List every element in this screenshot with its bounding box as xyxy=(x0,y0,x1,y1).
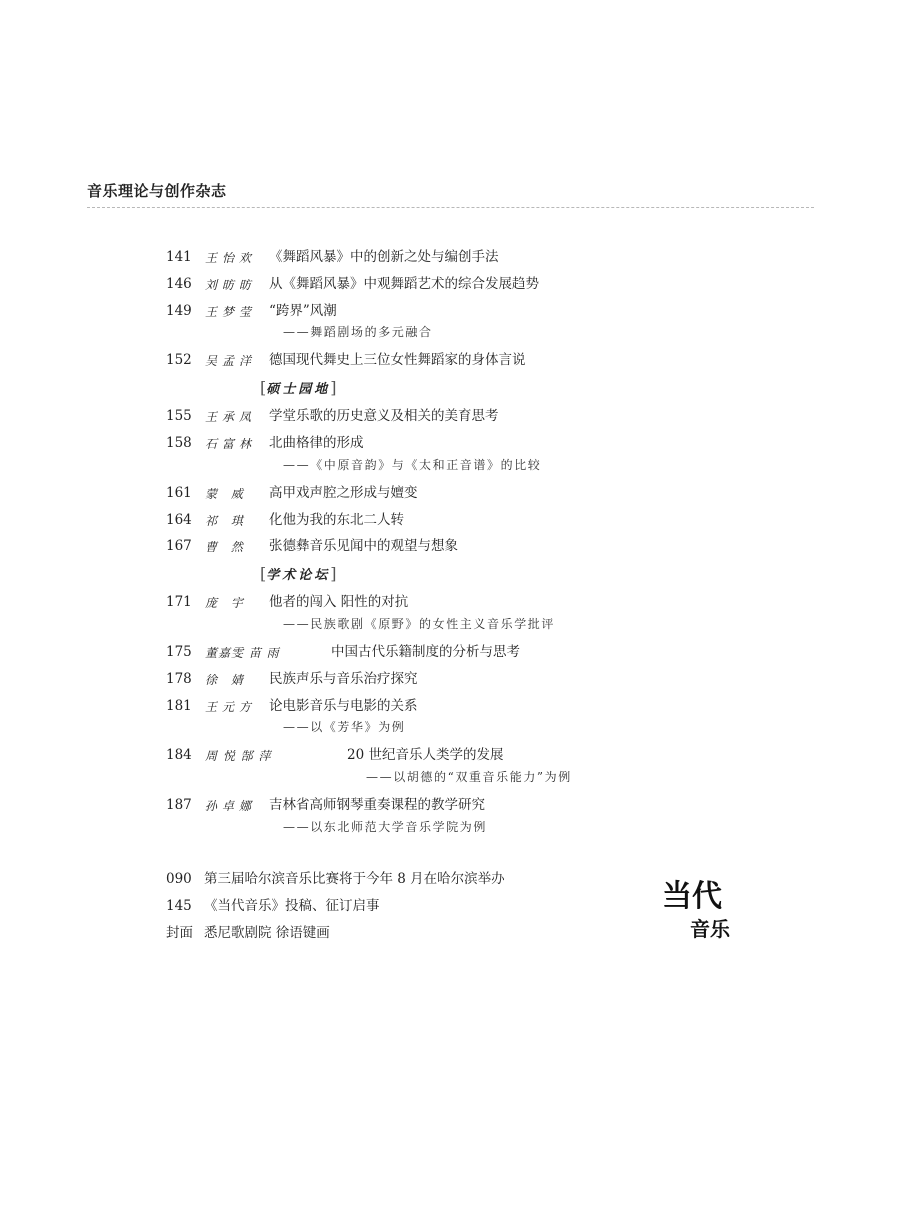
section-title: 学术论坛 xyxy=(266,568,331,584)
toc-title: 论电影音乐与电影的关系 xyxy=(269,697,418,714)
toc-entry[interactable] xyxy=(166,697,806,747)
toc-title: 民族声乐与音乐治疗探究 xyxy=(269,670,418,687)
table-of-contents xyxy=(166,248,806,846)
toc-entry[interactable] xyxy=(166,746,806,796)
toc-title: 中国古代乐籍制度的分析与思考 xyxy=(331,643,520,660)
dangdai-yinyue-logo xyxy=(662,876,742,942)
toc-page-number: 161 xyxy=(166,484,192,501)
toc-author: 王元方 xyxy=(205,699,257,714)
toc-entry[interactable] xyxy=(166,537,806,564)
toc-title: “跨界”风潮 xyxy=(269,302,337,319)
toc-author: 吴孟洋 xyxy=(205,354,257,369)
toc-entry[interactable] xyxy=(166,248,806,275)
notice-page-number: 封面 xyxy=(166,925,193,941)
notice-item[interactable] xyxy=(166,924,505,951)
toc-title: 学堂乐歌的历史意义及相关的美育思考 xyxy=(269,408,499,425)
toc-entry[interactable] xyxy=(166,670,806,697)
toc-entry[interactable] xyxy=(166,511,806,538)
toc-subtitle: ——以东北师范大学音乐学院为例 xyxy=(283,819,488,834)
toc-entry[interactable] xyxy=(166,407,806,434)
section-title: 硕士园地 xyxy=(266,382,331,398)
logo-line-2: 音乐 xyxy=(690,917,730,941)
notice-item[interactable] xyxy=(166,897,505,924)
toc-author: 蒙 威 xyxy=(205,486,248,501)
notice-item[interactable] xyxy=(166,870,505,897)
toc-entry[interactable] xyxy=(166,796,806,846)
section-heading-academic: [学术论坛] xyxy=(260,564,337,584)
toc-author: 王怡欢 xyxy=(205,251,257,265)
toc-author: 石富林 xyxy=(205,436,257,451)
toc-page-number: 178 xyxy=(166,670,192,687)
toc-page-number: 141 xyxy=(166,249,192,265)
section-heading-masters: [硕士园地] xyxy=(260,378,337,398)
toc-entry[interactable] xyxy=(166,434,806,484)
toc-page-number: 164 xyxy=(166,511,192,528)
header-divider xyxy=(87,207,814,208)
toc-title: 20 世纪音乐人类学的发展 xyxy=(347,747,504,764)
toc-author: 王梦莹 xyxy=(205,304,257,319)
toc-title: 从《舞蹈风暴》中观舞蹈艺术的综合发展趋势 xyxy=(269,275,539,292)
toc-title: 高甲戏声腔之形成与嬗变 xyxy=(269,484,418,501)
toc-author: 董嘉雯 苗 雨 xyxy=(205,645,280,660)
toc-page-number: 181 xyxy=(166,697,192,714)
toc-title: 《舞蹈风暴》中的创新之处与编创手法 xyxy=(269,249,499,265)
toc-page-number: 155 xyxy=(166,408,192,425)
notice-page-number: 090 xyxy=(166,871,192,887)
toc-title: 他者的闯入 阳性的对抗 xyxy=(269,594,409,611)
toc-subtitle: ——以胡德的“双重音乐能力”为例 xyxy=(366,770,572,785)
toc-entry[interactable] xyxy=(166,275,806,302)
toc-subtitle: ——民族歌剧《原野》的女性主义音乐学批评 xyxy=(283,616,556,631)
toc-page-number: 171 xyxy=(166,594,192,611)
toc-title: 化他为我的东北二人转 xyxy=(269,511,404,528)
toc-entry[interactable] xyxy=(166,484,806,511)
toc-subtitle: ——舞蹈剧场的多元融合 xyxy=(283,325,433,340)
toc-subtitle: ——以《芳华》为例 xyxy=(283,720,406,735)
toc-author: 庞 宇 xyxy=(205,596,248,611)
notice-text: 第三届哈尔滨音乐比赛将于今年 8 月在哈尔滨举办 xyxy=(204,871,505,887)
journal-header-title: 音乐理论与创作杂志 xyxy=(87,182,227,200)
toc-entry[interactable] xyxy=(166,302,806,352)
toc-entry[interactable] xyxy=(166,351,806,378)
notice-text: 悉尼歌剧院 徐语键画 xyxy=(204,925,330,941)
toc-page-number: 149 xyxy=(166,302,192,319)
toc-page-number: 146 xyxy=(166,275,192,292)
toc-author: 周 悦 郜 萍 xyxy=(205,749,272,764)
notice-page-number: 145 xyxy=(166,898,192,914)
toc-title: 德国现代舞史上三位女性舞蹈家的身体言说 xyxy=(269,352,526,369)
toc-author: 祁 琪 xyxy=(205,513,248,528)
toc-author: 王承凤 xyxy=(205,410,257,425)
toc-author: 刘昉昉 xyxy=(205,277,257,292)
toc-entry[interactable] xyxy=(166,643,806,670)
notice-text: 《当代音乐》投稿、征订启事 xyxy=(204,898,380,914)
toc-page-number: 152 xyxy=(166,352,192,369)
notices-list xyxy=(166,870,505,951)
toc-title: 张德彝音乐见闻中的观望与想象 xyxy=(269,538,458,555)
toc-page-number: 175 xyxy=(166,643,192,660)
toc-title: 吉林省高师钢琴重奏课程的教学研究 xyxy=(269,797,485,814)
toc-subtitle: ——《中原音韵》与《太和正音谱》的比较 xyxy=(283,457,542,472)
logo-line-1: 当代 xyxy=(662,879,722,914)
toc-author: 曹 然 xyxy=(205,540,248,555)
toc-page-number: 184 xyxy=(166,747,192,764)
toc-page-number: 158 xyxy=(166,434,192,451)
toc-title: 北曲格律的形成 xyxy=(269,434,364,451)
toc-entry[interactable] xyxy=(166,593,806,643)
toc-page-number: 167 xyxy=(166,538,192,555)
toc-author: 孙卓娜 xyxy=(205,799,257,814)
toc-page-number: 187 xyxy=(166,797,192,814)
toc-author: 徐 婧 xyxy=(205,672,248,687)
